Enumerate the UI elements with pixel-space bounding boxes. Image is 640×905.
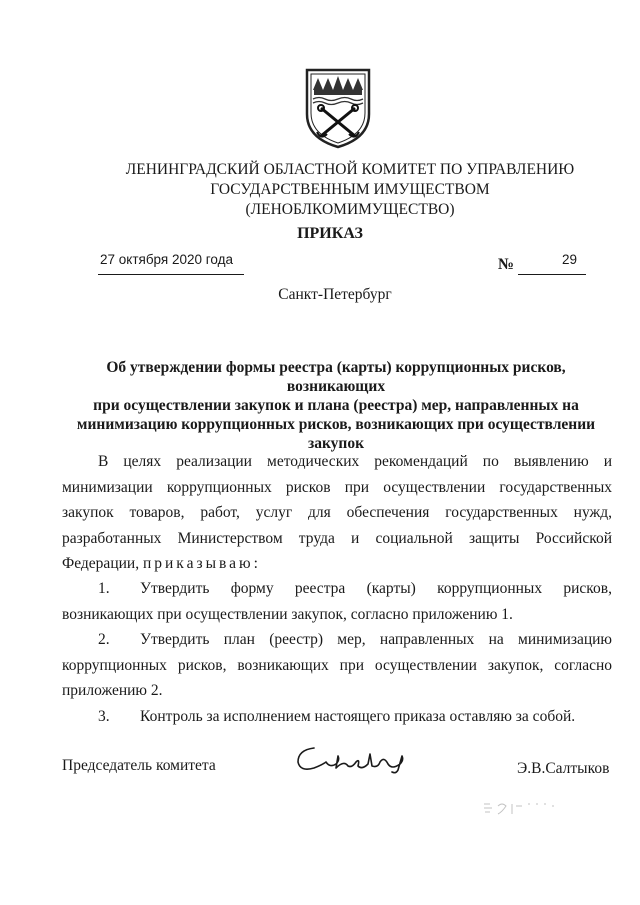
title-line-1: Об утверждении формы реестра (карты) коррупционных рисков, возникающих (106, 359, 566, 395)
document-date: 27 октября 2020 года (100, 252, 233, 267)
document-type: ПРИКАЗ (297, 225, 363, 242)
list-item (62, 704, 612, 730)
faint-stamp-mark (480, 798, 560, 824)
order-word: приказываю: (142, 555, 261, 573)
coat-of-arms-icon (303, 66, 373, 150)
org-line-2: ГОСУДАРСТВЕННЫМ ИМУЩЕСТВОМ (210, 181, 490, 198)
organization-name (60, 160, 640, 220)
number-sign: № (498, 256, 515, 273)
title-line-2: при осуществлении закупок и плана (реестра) мер, направленных на (93, 397, 579, 414)
handwritten-signature (292, 738, 416, 778)
date-field (98, 250, 244, 275)
item-text: Контроль за исполнением настоящего приказа оставляю за собой. (140, 708, 576, 725)
title-line-3: минимизацию коррупционных рисков, возникающих при осуществлении (76, 416, 596, 433)
number-field (518, 250, 586, 275)
item-text: Утвердить форму реестра (карты) коррупционных рисков, возникающих при осуществлении закупок, согласно приложению 1. (62, 580, 612, 623)
item-number: 1. (98, 580, 110, 597)
org-line-1: ЛЕНИНГРАДСКИЙ ОБЛАСТНОЙ КОМИТЕТ ПО УПРАВЛЕНИЮ (125, 161, 575, 178)
signatory-title: Председатель комитета (62, 757, 216, 774)
document-number: 29 (562, 252, 578, 267)
org-line-3: (ЛЕНОБЛКОМИМУЩЕСТВО) (245, 201, 455, 218)
item-number: 2. (98, 631, 110, 648)
item-text: Утвердить план (реестр) мер, направленных на минимизацию коррупционных рисков, возникающих при осуществлении закупок, согласно приложению 2. (62, 631, 612, 700)
intro-paragraph (62, 449, 612, 577)
list-item (62, 627, 612, 704)
item-number: 3. (98, 708, 110, 725)
document-title (58, 358, 614, 453)
city: Санкт-Петербург (278, 286, 392, 303)
title-line-4: закупок (307, 435, 365, 452)
signatory-name: Э.В.Салтыков (517, 760, 610, 777)
list-item (62, 576, 612, 627)
intro-text: В целях реализации методических рекомендаций по выявлению и минимизации коррупционных рисков при осуществлении государственных закупок товаров, работ, услуг для обеспечения государственных нужд, разработанных Министерством труда и социальной защиты Российской Федерации, (62, 453, 612, 573)
